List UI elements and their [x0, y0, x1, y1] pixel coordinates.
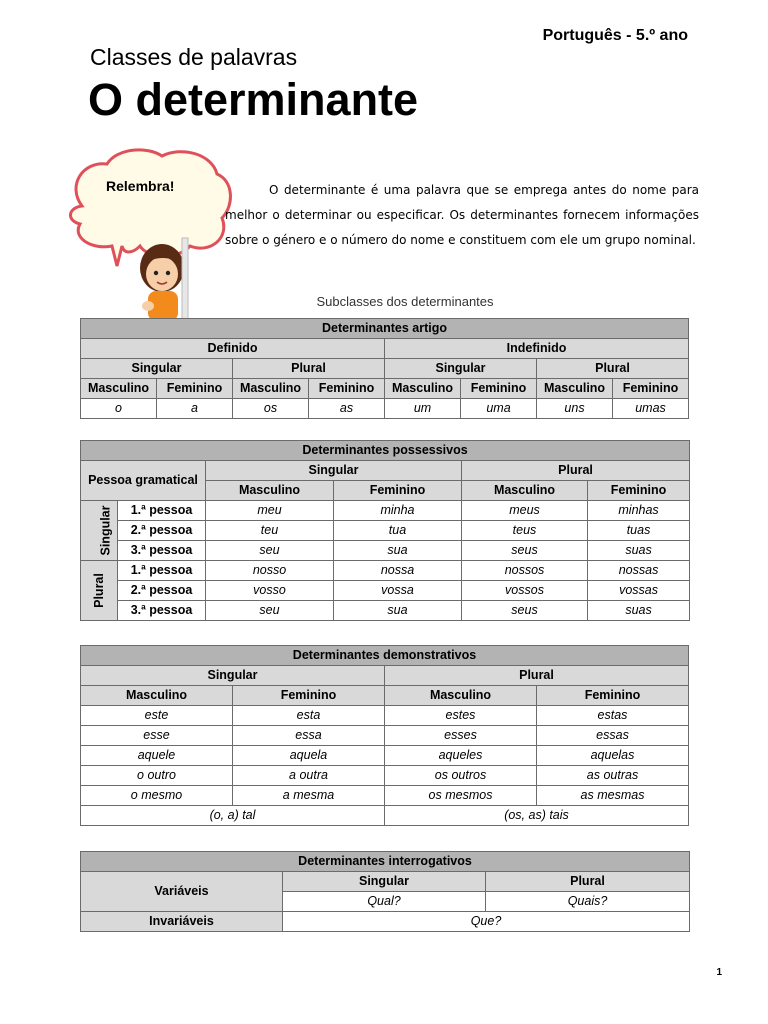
table-cell: meu: [206, 501, 334, 521]
table-cell: seus: [462, 601, 588, 621]
col-feminino: Feminino: [309, 379, 385, 399]
col-masculino: Masculino: [537, 379, 613, 399]
table-cell: minha: [334, 501, 462, 521]
table-cell: seu: [206, 601, 334, 621]
table-cell: a: [157, 399, 233, 419]
table-cell: aqueles: [385, 746, 537, 766]
table-cell: nossa: [334, 561, 462, 581]
col-feminino: Feminino: [233, 686, 385, 706]
table-row: [81, 706, 689, 726]
col-plural: Plural: [537, 359, 689, 379]
col-feminino: Feminino: [157, 379, 233, 399]
col-singular: Singular: [206, 461, 462, 481]
table-cell: os mesmos: [385, 786, 537, 806]
col-singular: Singular: [81, 359, 233, 379]
table-cell: vossas: [588, 581, 690, 601]
row-label: 2.ª pessoa: [118, 581, 206, 601]
table-cell: aquelas: [537, 746, 689, 766]
table-cell: seu: [206, 541, 334, 561]
table-artigo: [80, 318, 689, 419]
col-singular: Singular: [385, 359, 537, 379]
table-cell: nosso: [206, 561, 334, 581]
table-row: [81, 399, 689, 419]
table-title: Determinantes artigo: [81, 319, 689, 339]
table-cell: uns: [537, 399, 613, 419]
table-row: [81, 766, 689, 786]
table-cell: esse: [81, 726, 233, 746]
page-number: 1: [716, 967, 722, 978]
table-cell: estas: [537, 706, 689, 726]
row-variaveis: Variáveis: [81, 872, 283, 912]
table-row: [81, 501, 690, 521]
intro-text: O determinante é uma palavra que se emprega antes do nome para melhor o determinar ou especificar. Os determinantes fornecem informações sobre o género e o número do nome e constituem com ele um grupo nominal.: [225, 183, 699, 247]
table-cell: as: [309, 399, 385, 419]
table-row: [81, 912, 690, 932]
table-cell: vossa: [334, 581, 462, 601]
page-subtitle: Classes de palavras: [90, 44, 298, 70]
bubble-label: Relembra!: [106, 178, 175, 194]
intro-paragraph: [225, 178, 699, 253]
table-cell: o outro: [81, 766, 233, 786]
table-cell: tua: [334, 521, 462, 541]
col-definido: Definido: [81, 339, 385, 359]
col-masculino: Masculino: [233, 379, 309, 399]
table-row: [81, 806, 689, 826]
group-label: Plural: [91, 573, 106, 608]
tables-caption: Subclasses dos determinantes: [316, 294, 494, 309]
col-masculino: Masculino: [462, 481, 588, 501]
col-masculino: Masculino: [81, 379, 157, 399]
col-plural: Plural: [233, 359, 385, 379]
col-plural: Plural: [385, 666, 689, 686]
col-feminino: Feminino: [588, 481, 690, 501]
table-cell: essa: [233, 726, 385, 746]
table-cell: meus: [462, 501, 588, 521]
table-cell: Que?: [283, 912, 690, 932]
col-plural: Plural: [486, 872, 690, 892]
table-title: Determinantes interrogativos: [81, 852, 690, 872]
row-label: 2.ª pessoa: [118, 521, 206, 541]
table-cell: nossos: [462, 561, 588, 581]
table-interrogativos: [80, 851, 690, 932]
table-cell: umas: [613, 399, 689, 419]
col-indefinido: Indefinido: [385, 339, 689, 359]
table-cell: os outros: [385, 766, 537, 786]
table-cell: nossas: [588, 561, 690, 581]
col-feminino: Feminino: [461, 379, 537, 399]
table-cell: a outra: [233, 766, 385, 786]
group-label: Singular: [98, 505, 113, 556]
table-cell: estes: [385, 706, 537, 726]
table-cell: aquele: [81, 746, 233, 766]
table-cell: essas: [537, 726, 689, 746]
table-row: [81, 581, 690, 601]
table-row: [81, 561, 690, 581]
row-label: 3.ª pessoa: [118, 601, 206, 621]
table-cell: as outras: [537, 766, 689, 786]
table-cell: um: [385, 399, 461, 419]
table-cell: aquela: [233, 746, 385, 766]
row-label: 1.ª pessoa: [118, 561, 206, 581]
col-masculino: Masculino: [385, 379, 461, 399]
table-cell: a mesma: [233, 786, 385, 806]
table-cell: sua: [334, 601, 462, 621]
table-cell: tuas: [588, 521, 690, 541]
row-label: 1.ª pessoa: [118, 501, 206, 521]
col-pessoa-gramatical: Pessoa gramatical: [81, 461, 206, 501]
table-cell: vossos: [462, 581, 588, 601]
table-cell: Qual?: [283, 892, 486, 912]
col-feminino: Feminino: [334, 481, 462, 501]
table-row: [81, 746, 689, 766]
table-row: [81, 521, 690, 541]
page-title: O determinante: [88, 74, 419, 125]
row-label: 3.ª pessoa: [118, 541, 206, 561]
table-cell: este: [81, 706, 233, 726]
table-title: Determinantes possessivos: [81, 441, 690, 461]
table-demonstrativos: [80, 645, 689, 826]
table-row: [81, 726, 689, 746]
table-cell: sua: [334, 541, 462, 561]
table-cell: teu: [206, 521, 334, 541]
table-title: Determinantes demonstrativos: [81, 646, 689, 666]
col-plural: Plural: [462, 461, 690, 481]
table-cell: suas: [588, 541, 690, 561]
col-singular: Singular: [81, 666, 385, 686]
col-masculino: Masculino: [206, 481, 334, 501]
table-cell: os: [233, 399, 309, 419]
table-row: [81, 541, 690, 561]
table-cell: esses: [385, 726, 537, 746]
table-cell: (o, a) tal: [81, 806, 385, 826]
table-cell: minhas: [588, 501, 690, 521]
col-masculino: Masculino: [81, 686, 233, 706]
group-singular: [81, 501, 118, 561]
col-feminino: Feminino: [613, 379, 689, 399]
table-row: [81, 601, 690, 621]
table-cell: vosso: [206, 581, 334, 601]
table-cell: as mesmas: [537, 786, 689, 806]
col-feminino: Feminino: [537, 686, 689, 706]
table-cell: esta: [233, 706, 385, 726]
table-cell: o: [81, 399, 157, 419]
table-cell: (os, as) tais: [385, 806, 689, 826]
table-cell: seus: [462, 541, 588, 561]
group-plural: [81, 561, 118, 621]
table-row: [81, 786, 689, 806]
col-singular: Singular: [283, 872, 486, 892]
table-cell: teus: [462, 521, 588, 541]
table-cell: uma: [461, 399, 537, 419]
subject-grade: Português - 5.º ano: [542, 27, 688, 44]
table-possessivos: [80, 440, 690, 621]
table-cell: o mesmo: [81, 786, 233, 806]
table-cell: Quais?: [486, 892, 690, 912]
col-masculino: Masculino: [385, 686, 537, 706]
table-cell: suas: [588, 601, 690, 621]
row-invariaveis: Invariáveis: [81, 912, 283, 932]
